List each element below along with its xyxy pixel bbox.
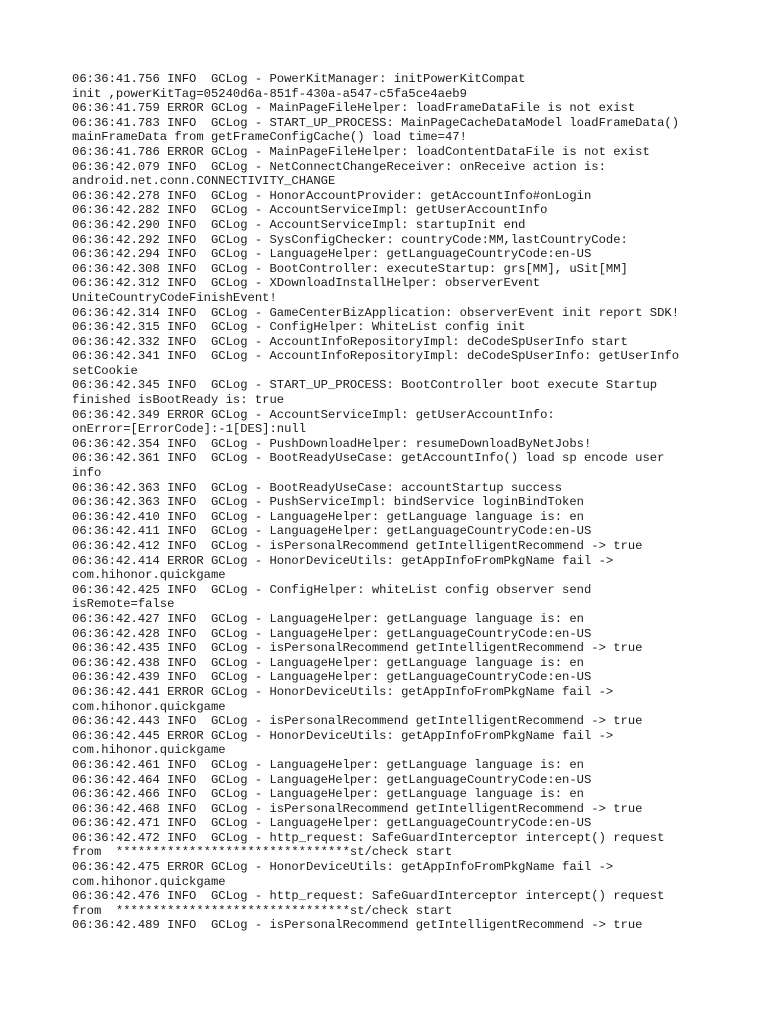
log-line: 06:36:42.428 INFO GCLog - LanguageHelper: getLanguageCountryCode:en-US xyxy=(72,626,592,641)
log-line: 06:36:42.427 INFO GCLog - LanguageHelper: getLanguage language is: en xyxy=(72,611,584,626)
log-line: 06:36:42.363 INFO GCLog - BootReadyUseCase: accountStartup success xyxy=(72,480,563,495)
log-line: finished isBootReady is: true xyxy=(72,393,285,408)
log-line: 06:36:42.438 INFO GCLog - LanguageHelper: getLanguage language is: en xyxy=(72,655,584,670)
log-line: 06:36:42.414 ERROR GCLog - HonorDeviceUtils: getAppInfoFromPkgName fail -> xyxy=(72,553,614,568)
log-line: 06:36:42.361 INFO GCLog - BootReadyUseCase: getAccountInfo() load sp encode user xyxy=(72,451,665,466)
log-text-block xyxy=(72,72,712,933)
log-line: from ********************************st/check start xyxy=(72,845,453,860)
log-line: from ********************************st/check start xyxy=(72,903,453,918)
log-line: 06:36:42.439 INFO GCLog - LanguageHelper: getLanguageCountryCode:en-US xyxy=(72,670,592,685)
log-line: 06:36:42.363 INFO GCLog - PushServiceImpl: bindService loginBindToken xyxy=(72,495,584,510)
log-line: com.hihonor.quickgame xyxy=(72,874,226,889)
log-line: 06:36:42.411 INFO GCLog - LanguageHelper: getLanguageCountryCode:en-US xyxy=(72,524,592,539)
log-line: 06:36:42.282 INFO GCLog - AccountServiceImpl: getUserAccountInfo xyxy=(72,203,548,218)
log-line: 06:36:42.441 ERROR GCLog - HonorDeviceUtils: getAppInfoFromPkgName fail -> xyxy=(72,684,614,699)
log-line: android.net.conn.CONNECTIVITY_CHANGE xyxy=(72,174,336,189)
log-line: com.hihonor.quickgame xyxy=(72,743,226,758)
log-line: 06:36:42.314 INFO GCLog - GameCenterBizApplication: observerEvent init report SDK! xyxy=(72,305,680,320)
log-line: info xyxy=(72,466,102,481)
log-line: 06:36:42.341 INFO GCLog - AccountInfoRepositoryImpl: deCodeSpUserInfo: getUserInfo xyxy=(72,349,680,364)
log-line: 06:36:42.466 INFO GCLog - LanguageHelper: getLanguage language is: en xyxy=(72,787,584,802)
log-line: 06:36:42.308 INFO GCLog - BootController: executeStartup: grs[MM], uSit[MM] xyxy=(72,261,628,276)
log-line: 06:36:42.489 INFO GCLog - isPersonalRecommend getIntelligentRecommend -> true xyxy=(72,918,643,933)
log-line: 06:36:42.354 INFO GCLog - PushDownloadHelper: resumeDownloadByNetJobs! xyxy=(72,436,592,451)
log-line: 06:36:42.315 INFO GCLog - ConfigHelper: WhiteList config init xyxy=(72,320,526,335)
log-line: 06:36:42.461 INFO GCLog - LanguageHelper: getLanguage language is: en xyxy=(72,757,584,772)
log-line: 06:36:42.412 INFO GCLog - isPersonalRecommend getIntelligentRecommend -> true xyxy=(72,539,643,553)
log-line: 06:36:42.332 INFO GCLog - AccountInfoRepositoryImpl: deCodeSpUserInfo start xyxy=(72,334,628,349)
log-line: init ,powerKitTag=05240d6a-851f-430a-a547-c5fa5ce4aeb9 xyxy=(72,86,467,101)
log-line: 06:36:42.472 INFO GCLog - http_request: SafeGuardInterceptor intercept() request xyxy=(72,830,665,845)
log-line: 06:36:42.471 INFO GCLog - LanguageHelper: getLanguageCountryCode:en-US xyxy=(72,816,592,831)
log-line: 06:36:42.468 INFO GCLog - isPersonalRecommend getIntelligentRecommend -> true xyxy=(72,801,643,816)
log-line: 06:36:42.349 ERROR GCLog - AccountServiceImpl: getUserAccountInfo: xyxy=(72,407,555,422)
log-line: 06:36:42.278 INFO GCLog - HonorAccountProvider: getAccountInfo#onLogin xyxy=(72,188,592,203)
log-line: setCookie xyxy=(72,363,138,378)
log-line: 06:36:42.464 INFO GCLog - LanguageHelper: getLanguageCountryCode:en-US xyxy=(72,772,592,787)
log-line: 06:36:42.435 INFO GCLog - isPersonalRecommend getIntelligentRecommend -> true xyxy=(72,641,643,656)
log-line: 06:36:42.425 INFO GCLog - ConfigHelper: whiteList config observer send xyxy=(72,582,592,597)
log-line: 06:36:42.445 ERROR GCLog - HonorDeviceUtils: getAppInfoFromPkgName fail -> xyxy=(72,728,614,743)
log-line: mainFrameData from getFrameConfigCache() load time=47! xyxy=(72,130,467,145)
log-line: 06:36:41.783 INFO GCLog - START_UP_PROCESS: MainPageCacheDataModel loadFrameData() xyxy=(72,115,680,130)
log-line: isRemote=false xyxy=(72,597,175,612)
log-line: 06:36:42.410 INFO GCLog - LanguageHelper: getLanguage language is: en xyxy=(72,509,584,524)
log-line: 06:36:42.475 ERROR GCLog - HonorDeviceUtils: getAppInfoFromPkgName fail -> xyxy=(72,860,614,875)
log-line: onError=[ErrorCode]:-1[DES]:null xyxy=(72,422,307,437)
log-line: com.hihonor.quickgame xyxy=(72,568,226,583)
log-line: com.hihonor.quickgame xyxy=(72,699,226,714)
log-line: 06:36:42.345 INFO GCLog - START_UP_PROCESS: BootController boot execute Startup xyxy=(72,378,658,393)
log-line: 06:36:42.079 INFO GCLog - NetConnectChangeReceiver: onReceive action is: xyxy=(72,159,606,174)
log-line: 06:36:41.756 INFO GCLog - PowerKitManager: initPowerKitCompat xyxy=(72,72,526,86)
log-line: 06:36:42.476 INFO GCLog - http_request: SafeGuardInterceptor intercept() request xyxy=(72,889,665,904)
log-line: 06:36:42.290 INFO GCLog - AccountServiceImpl: startupInit end xyxy=(72,217,526,232)
log-line: 06:36:41.759 ERROR GCLog - MainPageFileHelper: loadFrameDataFile is not exist xyxy=(72,101,636,116)
log-line: 06:36:42.294 INFO GCLog - LanguageHelper: getLanguageCountryCode:en-US xyxy=(72,247,592,262)
log-line: 06:36:42.312 INFO GCLog - XDownloadInstallHelper: observerEvent xyxy=(72,276,541,291)
log-line: 06:36:41.786 ERROR GCLog - MainPageFileHelper: loadContentDataFile is not exist xyxy=(72,144,650,159)
log-line: 06:36:42.292 INFO GCLog - SysConfigChecker: countryCode:MM,lastCountryCode: xyxy=(72,232,628,247)
log-line: UniteCountryCodeFinishEvent! xyxy=(72,290,277,305)
log-line: 06:36:42.443 INFO GCLog - isPersonalRecommend getIntelligentRecommend -> true xyxy=(72,714,643,729)
